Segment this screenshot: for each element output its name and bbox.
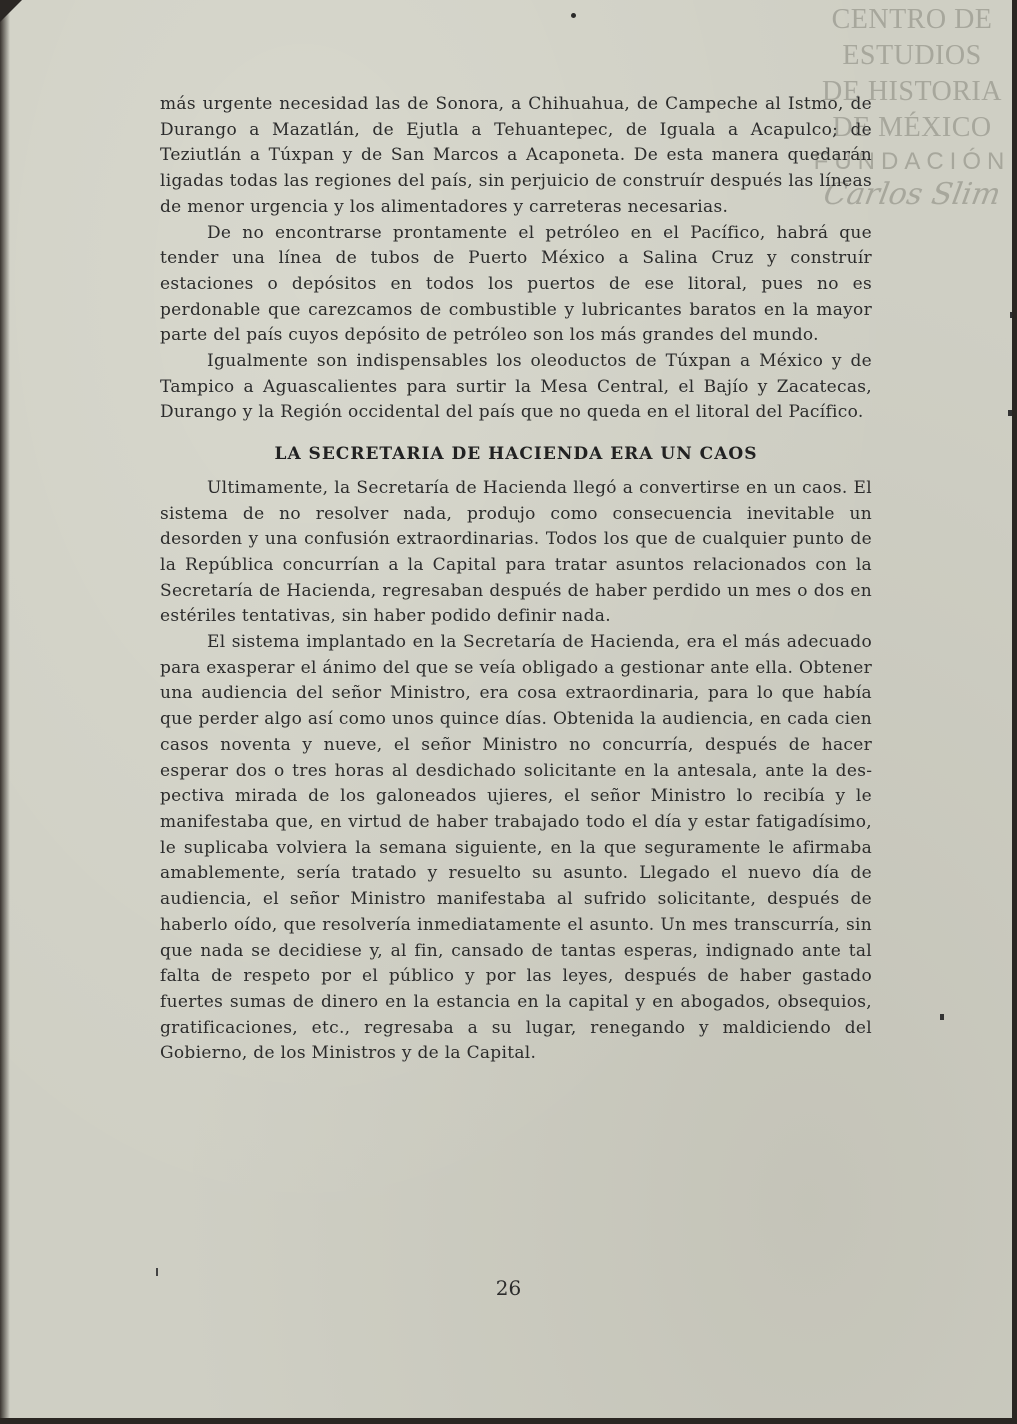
paragraph-sistema: El sistema implantado en la Secretaría de Hacienda, era el más adecuado para exasperar el ánimo del que se veía obligado a gestionar ante ella. Obtener una audiencia del señor Ministro, era cosa extraordinaria, para lo que había que perder algo así como unos quince días. Obtenida la audiencia, en cada cien casos noventa y nueve, el señor Ministro no concurría, después de hacer esperar dos o tres horas al desdichado solicitante en la antesala, ante la despectiva mirada de los galoneados ujieres, el señor Ministro lo recibía y le manifestaba que, en virtud de haber trabajado todo el día y estar fatigadísimo, le suplicaba volviera la semana siguiente, en la que seguramente le afirmaba amablemente, sería tratado y resuelto su asunto. Llegado el nuevo día de audiencia, el señor Ministro manifestaba al sufrido solicitante, después de haberlo oído, que resolvería inmediatamente el asunto. Un mes transcurría, sin que nada se decidiese y, al fin, cansado de tantas esperas, indignado ante tal falta de respeto por el público y por las leyes, después de haber gastado fuertes sumas de dinero en la estancia en la capital y en abogados, obsequios, gratificaciones, etc., regresaba a su lugar, renegando y maldiciendo del Gobierno, de los Ministros y de la Capital. (160, 632, 872, 1064)
paragraph-petroleo: De no encontrarse prontamente el petróleo en el Pacífico, habrá que tender una línea de tubos de Puerto México a Salina Cruz y construír estaciones o depósitos en todos los puertos de ese litoral, pues no es perdonable que carezcamos de combustible y lubricantes baratos en la mayor parte del país cuyos depósito de petróleo son los más grandes del mundo. (160, 222, 872, 346)
page-edge-shadow (0, 0, 10, 1418)
watermark-line-1: CENTRO DE (831, 4, 993, 35)
watermark-line-2: ESTUDIOS (842, 40, 982, 71)
margin-tick (156, 1268, 158, 1276)
margin-speck (1010, 312, 1012, 318)
watermark-line-3: DE HISTORIA (822, 76, 1002, 107)
section-heading: LA SECRETARIA DE HACIENDA ERA UN CAOS (274, 444, 758, 465)
paragraph-caos: Ultimamente, la Secretaría de Hacienda llegó a convertirse en un caos. El sistema de no resolver nada, produjo como consecuencia inevitable un desorden y una confusión extraordinarias. Todos los que de cualquier punto de la República concurrían a la Capital para tratar asuntos relacionados con la Secretaría de Hacienda, regresaban después de haber perdido un mes o dos en estériles tentativas, sin haber podido definir nada. (160, 477, 872, 627)
body-text (160, 92, 872, 1067)
paragraph-oleoductos: Igualmente son indispensables los oleoductos de Túxpan a México y de Tampico a Aguascalientes para surtir la Mesa Central, el Bajío y Zacatecas, Durango y la Región occidental del país que no queda en el litoral del Pacífico. (160, 351, 872, 423)
scan-corner-mark (0, 0, 22, 22)
paragraph-continuation: más urgente necesidad las de Sonora, a Chihuahua, de Campeche al Istmo, de Durango a Mazatlán, de Ejutla a Tehuantepec, de Iguala a Acapulco; de Teziutlán a Túxpan y de San Marcos a Acaponeta. De esta manera quedarán ligadas todas las regiones del país, sin perjuicio de construír después las líneas de menor urgencia y los alimentadores y carreteras necesarias. (160, 94, 872, 217)
watermark-line-4: DE MÉXICO (832, 112, 992, 143)
ink-speck (571, 13, 576, 18)
margin-speck (940, 1014, 944, 1020)
margin-speck (1008, 410, 1012, 416)
watermark-signature: Carlos Slim (821, 177, 1004, 212)
page-number: 26 (495, 1276, 522, 1300)
watermark-fundacion: FUNDACIÓN (813, 148, 1011, 175)
